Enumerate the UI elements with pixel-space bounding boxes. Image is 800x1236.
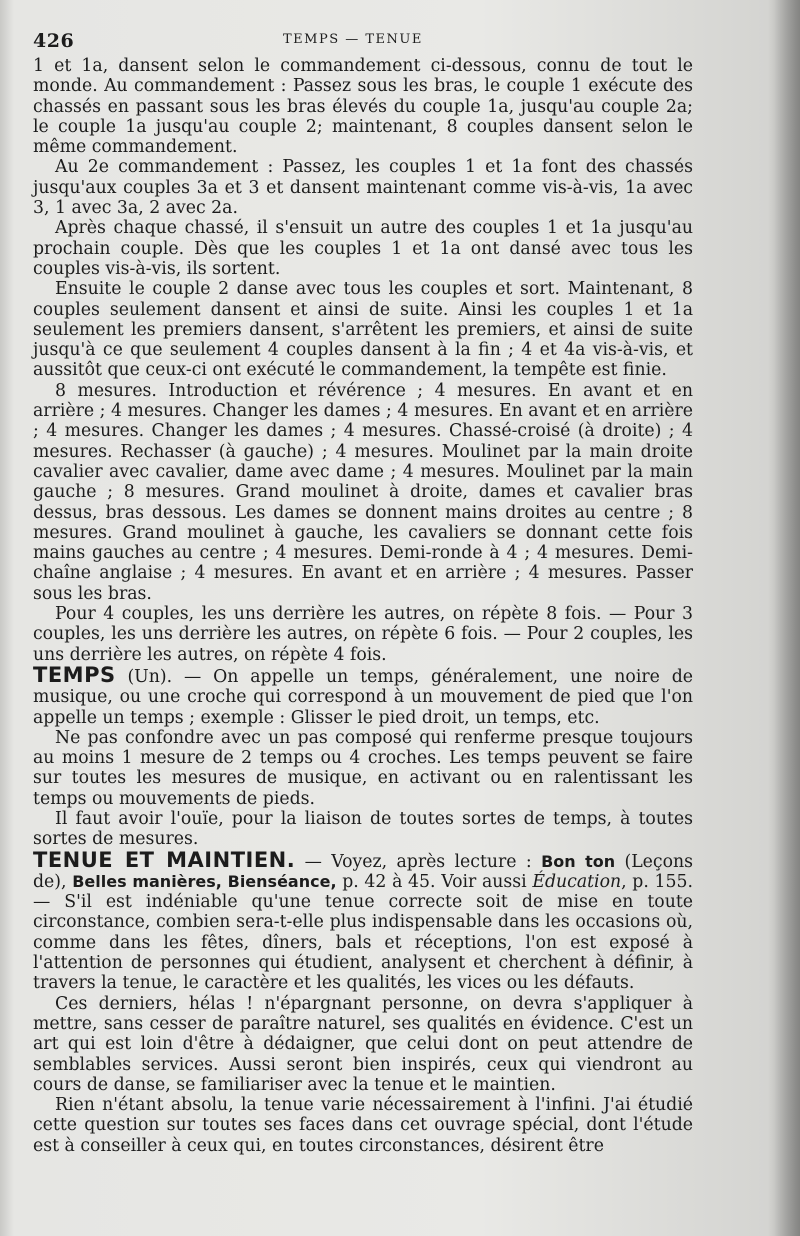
paragraph: Ces derniers, hélas ! n'épargnant personne, on devra s'appliquer à mettre, sans cesser de paraître naturel, ses qualités en évidence. C'est un art qui est loin d'être à dédaigner, que celui dont on peut attendre de semblables services. Aussi seront bien inspirés, ceux qui viendront au cours de danse, se familiariser avec la tenue et le maintien.	[33, 993, 693, 1095]
entry-text: , p. 155. — S'il est indéniable qu'une tenue correcte soit de mise en toute circonstance, combien sera-t-elle plus indispensable dans les occasions où, comme dans les fêtes, dîners, bals et réceptions, l'on est exposé à l'attention de personnes qui étudient, analysent et cherchent à définir, à travers la tenue, le caractère et les qualités, les vices ou les défauts.	[33, 871, 693, 994]
entry-text: p. 42 à 45. Voir aussi	[336, 871, 533, 892]
page-number: 426	[33, 30, 75, 52]
headword-temps: TEMPS	[33, 662, 116, 687]
paragraph: 1 et 1a, dansent selon le commandement ci-dessous, connu de tout le monde. Au commandement : Passez sous les bras, le couple 1 exécute des chassés en passant sous les bras élevés du couple 1a, jusqu'au couple 2a; le couple 1a jusqu'au couple 2; maintenant, 8 couples dansent selon le même commandement.	[33, 56, 693, 158]
paragraph: Après chaque chassé, il s'ensuit un autre des couples 1 et 1a jusqu'au prochain couple. Dès que les couples 1 et 1a ont dansé avec tous les couples vis-à-vis, ils sortent.	[33, 218, 693, 279]
entry-tenue	[33, 847, 693, 994]
headword-tenue: TENUE ET MAINTIEN.	[33, 847, 296, 872]
entry-text: — Voyez, après lecture :	[295, 851, 542, 872]
header-title: TEMPS — TENUE	[283, 32, 423, 47]
entry-text: (Leçons de),	[33, 851, 693, 892]
cross-reference-italic: Éducation	[532, 871, 622, 892]
paragraph: Ne pas confondre avec un pas composé qui renferme presque toujours au moins 1 mesure de 2 temps ou 4 croches. Les temps peuvent se faire sur toutes les mesures de musique, en activant ou en ralentissant les temps ou mouvements de pieds.	[33, 727, 693, 809]
body-text	[33, 56, 693, 1156]
cross-reference: Bon ton	[541, 851, 616, 871]
page-edge-shadow	[774, 0, 800, 1236]
cross-reference: Belles manières, Bienséance,	[72, 871, 337, 891]
running-head	[33, 30, 690, 50]
paragraph: 8 mesures. Introduction et révérence ; 4 mesures. En avant et en arrière ; 4 mesures. Changer les dames ; 4 mesures. En avant et en arrière ; 4 mesures. Changer les dames ; 4 mesures. Chassé-croisé (à droite) ; 4 mesures. Rechasser (à gauche) ; 4 mesures. Moulinet par la main droite cavalier avec cavalier, dame avec dame ; 4 mesures. Moulinet par la main gauche ; 8 mesures. Grand moulinet à droite, dames et cavalier bras dessus, bras dessous. Les dames se donnent mains droites au centre ; 8 mesures. Grand moulinet à gauche, les cavaliers se donnant cette fois mains gauches au centre ; 4 mesures. Demi-ronde à 4 ; 4 mesures. Demi-chaîne anglaise ; 4 mesures. En avant et en arrière ; 4 mesures. Passer sous les bras.	[33, 380, 693, 604]
entry-text: (Un). — On appelle un temps, généralement, une noire de musique, ou une croche qui correspond à un mouvement de pied que l'on appelle un temps ; exemple : Glisser le pied droit, un temps, etc.	[33, 666, 693, 728]
paragraph: Au 2e commandement : Passez, les couples 1 et 1a font des chassés jusqu'aux couples 3a et 3 et dansent maintenant comme vis-à-vis, 1a avec 3, 1 avec 3a, 2 avec 2a.	[33, 157, 693, 219]
paragraph: Il faut avoir l'ouïe, pour la liaison de toutes sortes de temps, à toutes sortes de mesures.	[33, 808, 693, 850]
paragraph: Rien n'étant absolu, la tenue varie nécessairement à l'infini. J'ai étudié cette question sur toutes ses faces dans cet ouvrage spécial, dont l'étude est à conseiller à ceux qui, en toutes circonstances, désirent être	[33, 1095, 693, 1156]
paragraph: Ensuite le couple 2 danse avec tous les couples et sort. Maintenant, 8 couples seulement dansent et ainsi de suite. Ainsi les couples 1 et 1a seulement les premiers dansent, s'arrêtent les premiers, et ainsi de suite jusqu'à ce que seulement 4 couples dansent à la fin ; 4 et 4a vis-à-vis, et aussitôt que ceux-ci ont exécuté le commandement, la tempête est finie.	[33, 279, 693, 381]
paragraph: Pour 4 couples, les uns derrière les autres, on répète 8 fois. — Pour 3 couples, les uns derrière les autres, on répète 6 fois. — Pour 2 couples, les uns derrière les autres, on répète 4 fois.	[33, 604, 693, 665]
entry-temps	[33, 662, 693, 728]
